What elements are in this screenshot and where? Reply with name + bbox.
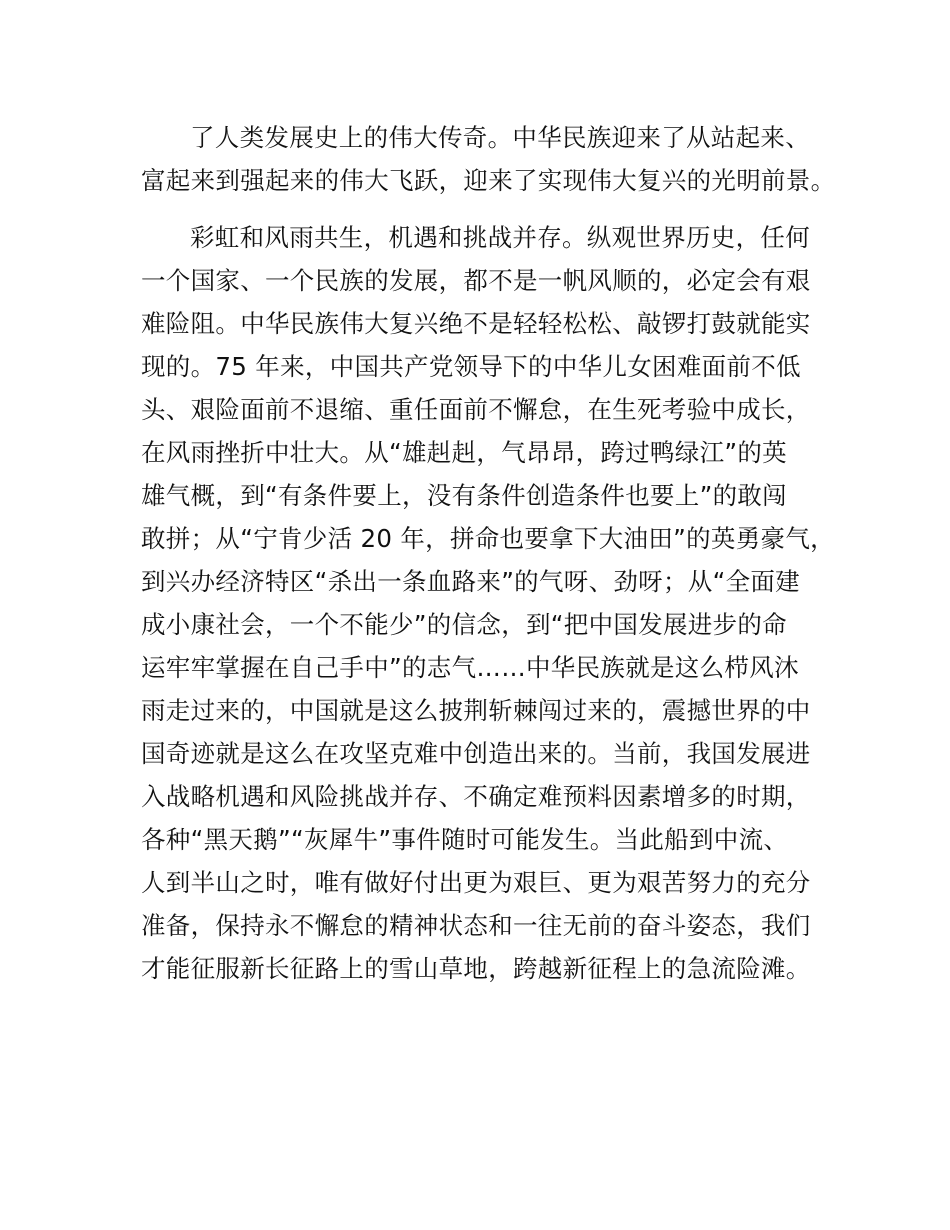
paragraph-2 [141, 216, 841, 990]
text-line: 成小康社会，一个不能少”的信念，到“把中国发展进步的命 [141, 610, 787, 639]
text-line: 现的。75 年来，中国共产党领导下的中华儿女困难面前不低 [141, 352, 801, 381]
text-line: 在风雨挫折中壮大。从“雄赳赳，气昂昂，跨过鸭绿江”的英 [141, 438, 787, 467]
text-line: 入战略机遇和风险挑战并存、不确定难预料因素增多的时期， [141, 782, 811, 811]
text-line: 各种“黑天鹅”“灰犀牛”事件随时可能发生。当此船到中流、 [141, 825, 789, 854]
text-line: 一个国家、一个民族的发展，都不是一帆风顺的，必定会有艰 [141, 266, 811, 295]
text-line: 了人类发展史上的伟大传奇。中华民族迎来了从站起来、 [190, 123, 810, 152]
text-line: 敢拼；从“宁肯少活 20 年，拼命也要拿下大油田”的英勇豪气， [141, 524, 835, 553]
text-line: 运牢牢掌握在自己手中”的志气……中华民族就是这么栉风沐 [141, 653, 799, 682]
text-line: 才能征服新长征路上的雪山草地，跨越新征程上的急流险滩。 [141, 954, 811, 983]
text-line: 人到半山之时，唯有做好付出更为艰巨、更为艰苦努力的充分 [141, 868, 811, 897]
text-line: 国奇迹就是这么在攻坚克难中创造出来的。当前，我国发展进 [141, 739, 811, 768]
text-line: 富起来到强起来的伟大飞跃，迎来了实现伟大复兴的光明前景。 [141, 166, 836, 195]
text-line: 彩虹和风雨共生，机遇和挑战并存。纵观世界历史，任何 [190, 223, 810, 252]
paragraph-1 [141, 116, 841, 202]
text-line: 准备，保持永不懈怠的精神状态和一往无前的奋斗姿态，我们 [141, 911, 811, 940]
text-line: 头、艰险面前不退缩、重任面前不懈怠，在生死考验中成长， [141, 395, 811, 424]
text-line: 雄气概，到“有条件要上，没有条件创造条件也要上”的敢闯 [141, 481, 787, 510]
text-line: 雨走过来的，中国就是这么披荆斩棘闯过来的，震撼世界的中 [141, 696, 811, 725]
text-line: 到兴办经济特区“杀出一条血路来”的气呀、劲呀；从“全面建 [141, 567, 800, 596]
text-line: 难险阻。中华民族伟大复兴绝不是轻轻松松、敲锣打鼓就能实 [141, 309, 811, 338]
